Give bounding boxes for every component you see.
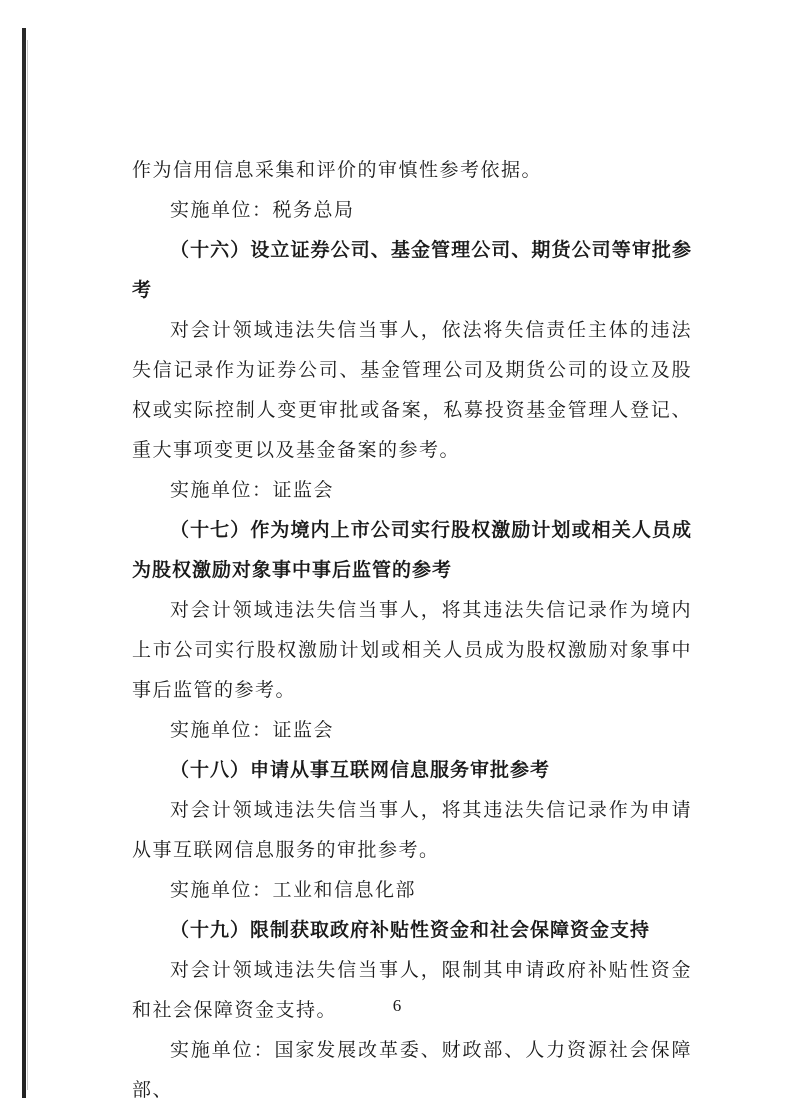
paragraph-17-body: 对会计领域违法失信当事人，将其违法失信记录作为境内上市公司实行股权激励计划或相关人员成为股权激励对象事中事后监管的参考。 xyxy=(132,599,692,701)
scan-edge-shadow xyxy=(22,28,26,1098)
section-heading-19: （十九）限制获取政府补贴性资金和社会保障资金支持 xyxy=(170,919,651,941)
section-heading-17: （十七）作为境内上市公司实行股权激励计划或相关人员成为股权激励对象事中事后监管的参考 xyxy=(132,519,692,581)
paragraph-19-body: 对会计领域违法失信当事人，限制其申请政府补贴性资金和社会保障资金支持。 xyxy=(132,959,692,1021)
implementing-unit-tax: 实施单位：税务总局 xyxy=(170,199,355,221)
paragraph-continuation: 作为信用信息采集和评价的审慎性参考依据。 xyxy=(132,159,543,181)
paragraph-18-body: 对会计领域违法失信当事人，将其违法失信记录作为申请从事互联网信息服务的审批参考。 xyxy=(132,799,692,861)
implementing-unit-csrc-2: 实施单位：证监会 xyxy=(170,719,335,741)
section-heading-16: （十六）设立证券公司、基金管理公司、期货公司等审批参考 xyxy=(132,239,692,301)
document-body xyxy=(132,150,692,1110)
implementing-unit-miit: 实施单位：工业和信息化部 xyxy=(170,879,417,901)
paragraph-16-body: 对会计领域违法失信当事人，依法将失信责任主体的违法失信记录作为证券公司、基金管理公司及期货公司的设立及股权或实际控制人变更审批或备案，私募投资基金管理人登记、重大事项变更以及基金备案的参考。 xyxy=(132,319,692,461)
implementing-unit-csrc-1: 实施单位：证监会 xyxy=(170,479,335,501)
implementing-unit-multi: 实施单位：国家发展改革委、财政部、人力资源社会保障部、 xyxy=(132,1039,692,1101)
section-heading-18: （十八）申请从事互联网信息服务审批参考 xyxy=(170,759,551,781)
scan-edge-line xyxy=(27,40,28,1090)
page-number: 6 xyxy=(392,996,402,1015)
